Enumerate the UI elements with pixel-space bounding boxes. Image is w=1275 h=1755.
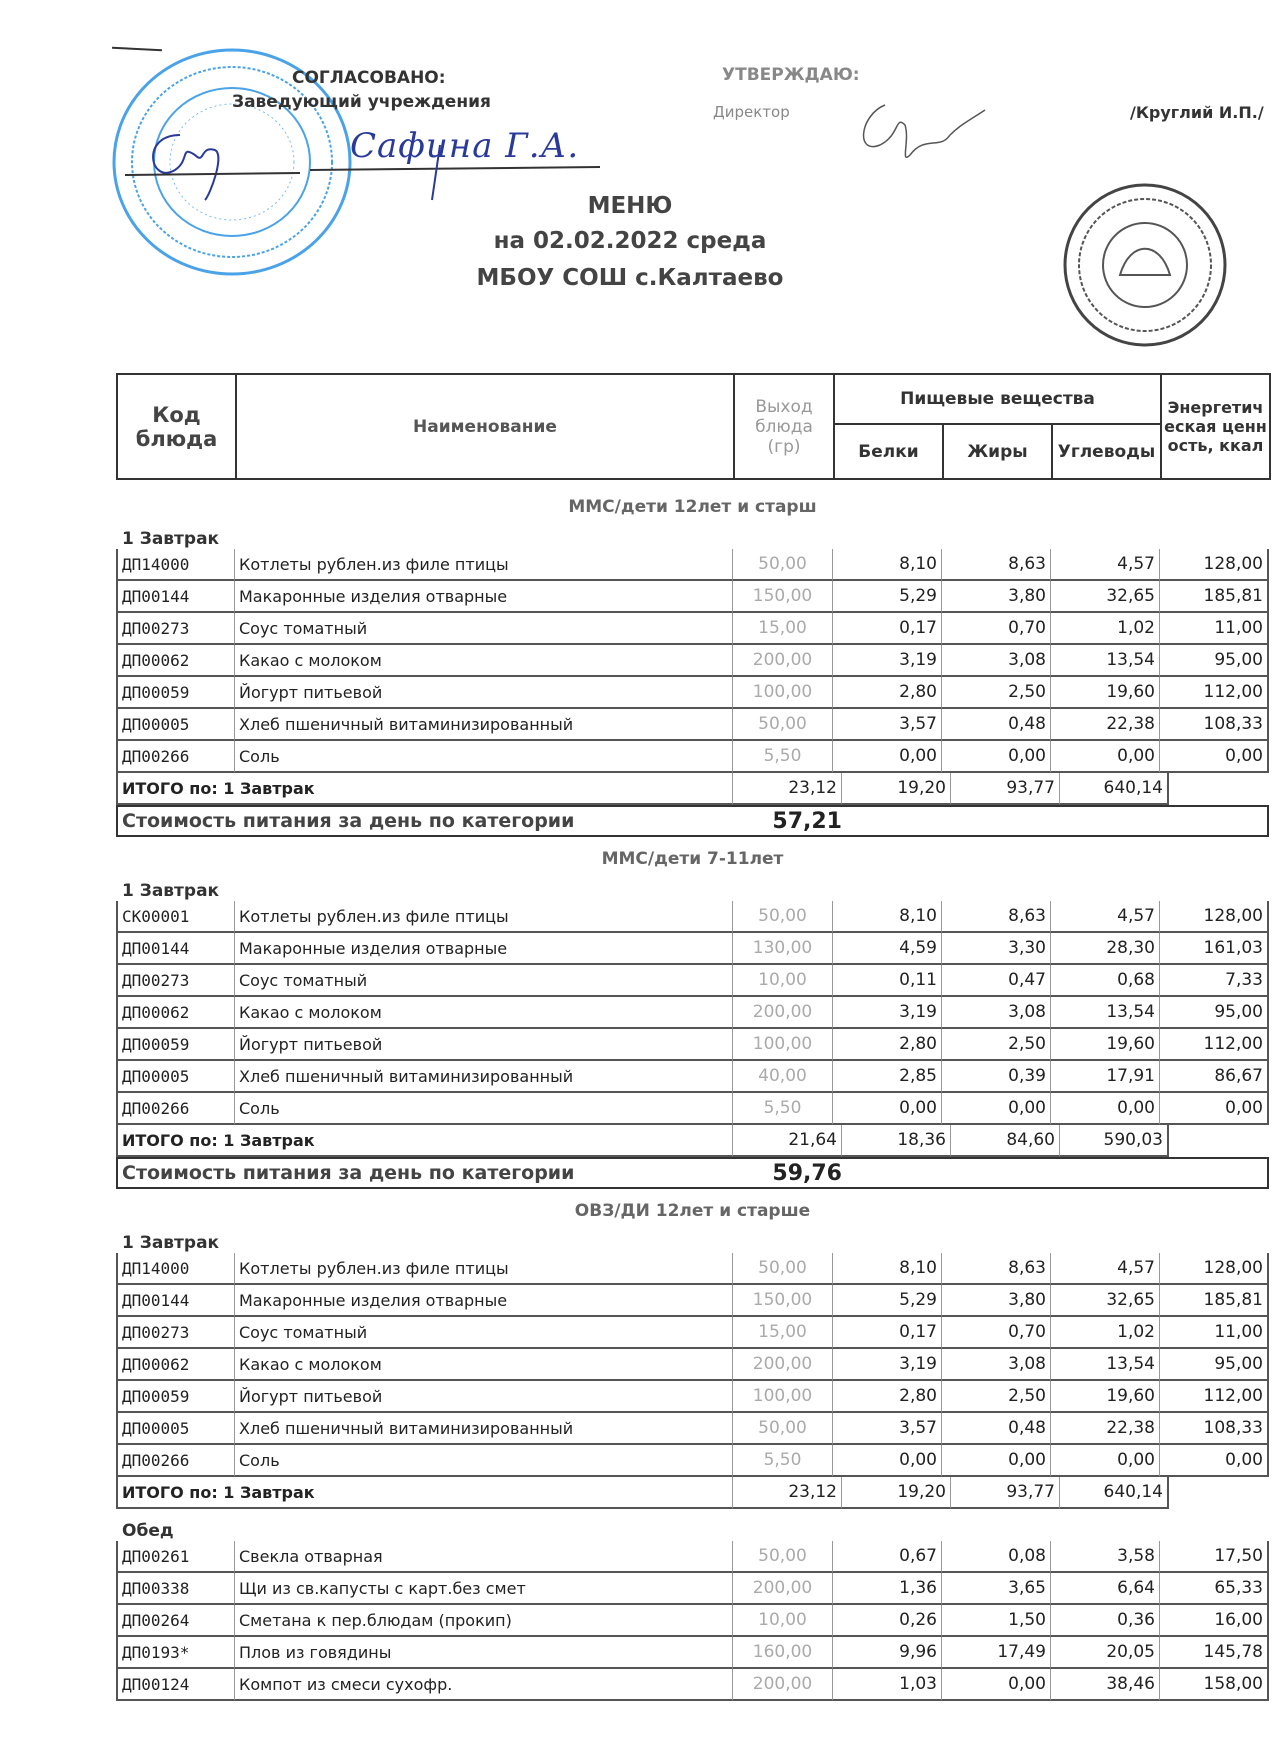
fat-value: 17,49 [942,1637,1051,1669]
dish-yield: 150,00 [733,1285,833,1317]
approval-left-position: Заведующий учреждения [232,92,491,112]
header-protein: Белки [834,424,943,479]
energy-value: 185,81 [1160,1285,1269,1317]
header-carbs: Углеводы [1052,424,1161,479]
energy-value: 11,00 [1160,613,1269,645]
dish-name: Макаронные изделия отварные [235,1285,733,1317]
energy-value: 108,33 [1160,1413,1269,1445]
dish-name: Какао с молоком [235,997,733,1029]
menu-table-header [116,373,1271,480]
carbs-value: 0,00 [1051,1093,1160,1125]
dish-code: ДП00264 [116,1605,235,1637]
dish-name: Котлеты рублен.из филе птицы [235,549,733,581]
meal-title: 1 Завтрак [122,1233,220,1253]
header-yield: Выход блюда (гр) [734,374,834,479]
dish-name: Котлеты рублен.из филе птицы [235,1253,733,1285]
approval-right-name: /Круглий И.П./ [1130,103,1264,122]
fat-value: 3,30 [942,933,1051,965]
protein-value: 3,19 [833,997,942,1029]
dish-yield: 50,00 [733,1413,833,1445]
dish-name: Соус томатный [235,965,733,997]
protein-value: 0,26 [833,1605,942,1637]
carbs-value: 20,05 [1051,1637,1160,1669]
dish-yield: 5,50 [733,1445,833,1477]
dish-yield: 50,00 [733,1541,833,1573]
dish-yield: 200,00 [733,1669,833,1701]
dish-code: ДП00062 [116,645,235,677]
dish-yield: 10,00 [733,1605,833,1637]
energy-value: 0,00 [1160,741,1269,773]
carbs-value: 28,30 [1051,933,1160,965]
dish-code: ДП00273 [116,613,235,645]
approval-right-position: Директор [713,103,790,121]
dish-name: Сметана к пер.блюдам (прокип) [235,1605,733,1637]
carbs-value: 32,65 [1051,581,1160,613]
header-nutrients: Пищевые вещества [834,374,1161,424]
table-row [116,1669,1269,1701]
carbs-value: 1,02 [1051,613,1160,645]
table-row [116,1605,1269,1637]
section-label: ОВЗ/ДИ 12лет и старше [574,1201,811,1221]
dish-name: Соус томатный [235,613,733,645]
dish-yield: 50,00 [733,1253,833,1285]
dish-yield: 50,00 [733,709,833,741]
fat-value: 2,50 [942,1029,1051,1061]
carbs-value: 0,00 [1051,1445,1160,1477]
document-date: на 02.02.2022 среда [493,228,767,254]
energy-value: 112,00 [1160,1029,1269,1061]
table-row [116,709,1269,741]
fat-value: 3,08 [942,645,1051,677]
energy-value: 161,03 [1160,933,1269,965]
protein-value: 0,00 [833,1445,942,1477]
carbs-value: 6,64 [1051,1573,1160,1605]
carbs-value: 22,38 [1051,1413,1160,1445]
protein-value: 0,17 [833,613,942,645]
daily-cost-row [116,1157,1269,1189]
energy-value: 17,50 [1160,1541,1269,1573]
dish-yield: 15,00 [733,1317,833,1349]
table-row [116,965,1269,997]
daily-cost-label: Стоимость питания за день по категории [122,810,575,832]
dish-code: ДП00144 [116,1285,235,1317]
fat-value: 3,65 [942,1573,1051,1605]
meal-title: Обед [122,1521,174,1541]
energy-value: 112,00 [1160,677,1269,709]
dish-code: ДП14000 [116,549,235,581]
round-stamp-right [1060,180,1230,350]
dish-yield: 40,00 [733,1061,833,1093]
dish-code: ДП00062 [116,997,235,1029]
fat-value: 2,50 [942,1381,1051,1413]
meal-title: 1 Завтрак [122,529,220,549]
carbs-value: 0,36 [1051,1605,1160,1637]
protein-value: 3,57 [833,709,942,741]
approval-left-title: СОГЛАСОВАНО: [292,68,446,88]
fat-value: 8,63 [942,901,1051,933]
dish-yield: 50,00 [733,901,833,933]
protein-value: 2,80 [833,1381,942,1413]
protein-value: 0,17 [833,1317,942,1349]
header-fat: Жиры [943,424,1052,479]
total-carbs: 84,60 [951,1125,1060,1157]
total-carbs: 93,77 [951,1477,1060,1509]
fat-value: 0,39 [942,1061,1051,1093]
fat-value: 0,00 [942,1669,1051,1701]
carbs-value: 32,65 [1051,1285,1160,1317]
dish-yield: 130,00 [733,933,833,965]
dish-yield: 15,00 [733,613,833,645]
section-label: ММС/дети 7-11лет [601,849,784,869]
protein-value: 8,10 [833,901,942,933]
dish-name: Соус томатный [235,1317,733,1349]
energy-value: 108,33 [1160,709,1269,741]
table-row [116,1061,1269,1093]
dish-yield: 200,00 [733,997,833,1029]
total-label: ИТОГО по: 1 Завтрак [116,1477,733,1509]
table-row [116,1285,1269,1317]
table-row [116,1317,1269,1349]
dish-code: ДП00266 [116,1445,235,1477]
energy-value: 86,67 [1160,1061,1269,1093]
energy-value: 65,33 [1160,1573,1269,1605]
total-energy: 640,14 [1060,1477,1169,1509]
fat-value: 0,48 [942,709,1051,741]
daily-cost-label: Стоимость питания за день по категории [122,1162,575,1184]
signature-left-name: Сафина Г.А. [350,126,580,166]
carbs-value: 0,68 [1051,965,1160,997]
fat-value: 0,08 [942,1541,1051,1573]
total-label: ИТОГО по: 1 Завтрак [116,773,733,805]
dish-name: Йогурт питьевой [235,1381,733,1413]
fat-value: 0,48 [942,1413,1051,1445]
protein-value: 0,67 [833,1541,942,1573]
protein-value: 5,29 [833,1285,942,1317]
carbs-value: 19,60 [1051,677,1160,709]
total-row [116,1125,1269,1157]
dish-yield: 200,00 [733,645,833,677]
protein-value: 4,59 [833,933,942,965]
approval-right-title: УТВЕРЖДАЮ: [722,65,860,85]
dish-name: Макаронные изделия отварные [235,933,733,965]
dish-code: ДП00273 [116,965,235,997]
protein-value: 5,29 [833,581,942,613]
protein-value: 3,19 [833,645,942,677]
dish-code: ДП00059 [116,677,235,709]
fat-value: 3,08 [942,1349,1051,1381]
energy-value: 95,00 [1160,997,1269,1029]
dish-name: Какао с молоком [235,645,733,677]
total-fat: 19,20 [842,773,951,805]
fat-value: 2,50 [942,677,1051,709]
protein-value: 8,10 [833,549,942,581]
protein-value: 3,19 [833,1349,942,1381]
section-label: ММС/дети 12лет и старш [568,497,817,517]
carbs-value: 0,00 [1051,741,1160,773]
protein-value: 2,80 [833,677,942,709]
protein-value: 1,36 [833,1573,942,1605]
table-row [116,1253,1269,1285]
dish-yield: 100,00 [733,677,833,709]
protein-value: 3,57 [833,1413,942,1445]
header-energy: Энергетическая ценность, ккал [1161,374,1270,479]
total-protein: 21,64 [733,1125,842,1157]
carbs-value: 4,57 [1051,1253,1160,1285]
dish-name: Хлеб пшеничный витаминизированный [235,709,733,741]
dish-code: ДП00059 [116,1029,235,1061]
dish-code: ДП00266 [116,741,235,773]
protein-value: 8,10 [833,1253,942,1285]
table-row [116,677,1269,709]
fat-value: 0,00 [942,1093,1051,1125]
dish-yield: 150,00 [733,581,833,613]
protein-value: 0,00 [833,1093,942,1125]
carbs-value: 13,54 [1051,997,1160,1029]
table-row [116,1381,1269,1413]
signature-right [850,95,990,185]
dish-name: Котлеты рублен.из филе птицы [235,901,733,933]
table-row [116,933,1269,965]
header-name: Наименование [236,374,734,479]
dish-yield: 5,50 [733,1093,833,1125]
document-title: МЕНЮ [587,193,673,219]
energy-value: 128,00 [1160,901,1269,933]
dish-code: ДП00144 [116,581,235,613]
table-row [116,741,1269,773]
energy-value: 95,00 [1160,645,1269,677]
dish-yield: 200,00 [733,1573,833,1605]
fat-value: 8,63 [942,1253,1051,1285]
carbs-value: 1,02 [1051,1317,1160,1349]
dish-name: Соль [235,1093,733,1125]
fat-value: 0,47 [942,965,1051,997]
dish-code: ДП00005 [116,1413,235,1445]
table-row [116,549,1269,581]
dish-yield: 200,00 [733,1349,833,1381]
table-row [116,997,1269,1029]
energy-value: 112,00 [1160,1381,1269,1413]
protein-value: 1,03 [833,1669,942,1701]
table-row [116,613,1269,645]
carbs-value: 4,57 [1051,549,1160,581]
energy-value: 128,00 [1160,1253,1269,1285]
table-row [116,1445,1269,1477]
energy-value: 185,81 [1160,581,1269,613]
protein-value: 2,80 [833,1029,942,1061]
table-row [116,1349,1269,1381]
carbs-value: 3,58 [1051,1541,1160,1573]
dish-name: Соль [235,741,733,773]
table-row [116,1573,1269,1605]
dish-name: Свекла отварная [235,1541,733,1573]
energy-value: 95,00 [1160,1349,1269,1381]
menu-table-body [116,485,1269,1701]
total-fat: 18,36 [842,1125,951,1157]
carbs-value: 38,46 [1051,1669,1160,1701]
dish-name: Плов из говядины [235,1637,733,1669]
fat-value: 8,63 [942,549,1051,581]
carbs-value: 19,60 [1051,1029,1160,1061]
dish-yield: 100,00 [733,1381,833,1413]
dish-yield: 50,00 [733,549,833,581]
energy-value: 145,78 [1160,1637,1269,1669]
fat-value: 0,70 [942,613,1051,645]
dish-code: СК00001 [116,901,235,933]
fat-value: 3,80 [942,1285,1051,1317]
total-label: ИТОГО по: 1 Завтрак [116,1125,733,1157]
energy-value: 0,00 [1160,1445,1269,1477]
carbs-value: 13,54 [1051,645,1160,677]
carbs-value: 22,38 [1051,709,1160,741]
dish-name: Хлеб пшеничный витаминизированный [235,1413,733,1445]
dish-code: ДП14000 [116,1253,235,1285]
total-energy: 590,03 [1060,1125,1169,1157]
carbs-value: 17,91 [1051,1061,1160,1093]
dish-name: Щи из св.капусты с карт.без смет [235,1573,733,1605]
dish-code: ДП00261 [116,1541,235,1573]
protein-value: 0,11 [833,965,942,997]
fat-value: 3,08 [942,997,1051,1029]
table-row [116,645,1269,677]
total-protein: 23,12 [733,773,842,805]
dish-name: Йогурт питьевой [235,1029,733,1061]
dish-name: Какао с молоком [235,1349,733,1381]
total-row [116,1477,1269,1509]
energy-value: 128,00 [1160,549,1269,581]
energy-value: 16,00 [1160,1605,1269,1637]
fat-value: 0,00 [942,741,1051,773]
carbs-value: 4,57 [1051,901,1160,933]
dish-yield: 5,50 [733,741,833,773]
dish-code: ДП00005 [116,709,235,741]
carbs-value: 13,54 [1051,1349,1160,1381]
protein-value: 9,96 [833,1637,942,1669]
table-row [116,1093,1269,1125]
total-energy: 640,14 [1060,773,1169,805]
dish-code: ДП00338 [116,1573,235,1605]
dish-code: ДП00144 [116,933,235,965]
dish-name: Компот из смеси сухофр. [235,1669,733,1701]
dish-code: ДП00273 [116,1317,235,1349]
total-protein: 23,12 [733,1477,842,1509]
fat-value: 0,00 [942,1445,1051,1477]
dish-name: Макаронные изделия отварные [235,581,733,613]
table-row [116,1029,1269,1061]
daily-cost-value: 59,76 [772,1160,842,1186]
total-carbs: 93,77 [951,773,1060,805]
table-row [116,1541,1269,1573]
table-row [116,901,1269,933]
energy-value: 0,00 [1160,1093,1269,1125]
dish-name: Йогурт питьевой [235,677,733,709]
header-code: Код блюда [117,374,236,479]
table-row [116,1413,1269,1445]
table-row [116,581,1269,613]
school-name: МБОУ СОШ с.Калтаево [476,265,784,291]
fat-value: 3,80 [942,581,1051,613]
dish-code: ДП00059 [116,1381,235,1413]
daily-cost-row [116,805,1269,837]
energy-value: 11,00 [1160,1317,1269,1349]
dish-name: Хлеб пшеничный витаминизированный [235,1061,733,1093]
dish-code: ДП00062 [116,1349,235,1381]
dish-name: Соль [235,1445,733,1477]
dish-yield: 10,00 [733,965,833,997]
fat-value: 0,70 [942,1317,1051,1349]
dish-code: ДП00266 [116,1093,235,1125]
meal-title: 1 Завтрак [122,881,220,901]
total-fat: 19,20 [842,1477,951,1509]
dish-yield: 100,00 [733,1029,833,1061]
daily-cost-value: 57,21 [772,808,842,834]
dish-code: ДП00124 [116,1669,235,1701]
energy-value: 158,00 [1160,1669,1269,1701]
dish-code: ДП0193* [116,1637,235,1669]
dish-yield: 160,00 [733,1637,833,1669]
dish-code: ДП00005 [116,1061,235,1093]
total-row [116,773,1269,805]
table-row [116,1637,1269,1669]
carbs-value: 19,60 [1051,1381,1160,1413]
protein-value: 0,00 [833,741,942,773]
energy-value: 7,33 [1160,965,1269,997]
fat-value: 1,50 [942,1605,1051,1637]
protein-value: 2,85 [833,1061,942,1093]
